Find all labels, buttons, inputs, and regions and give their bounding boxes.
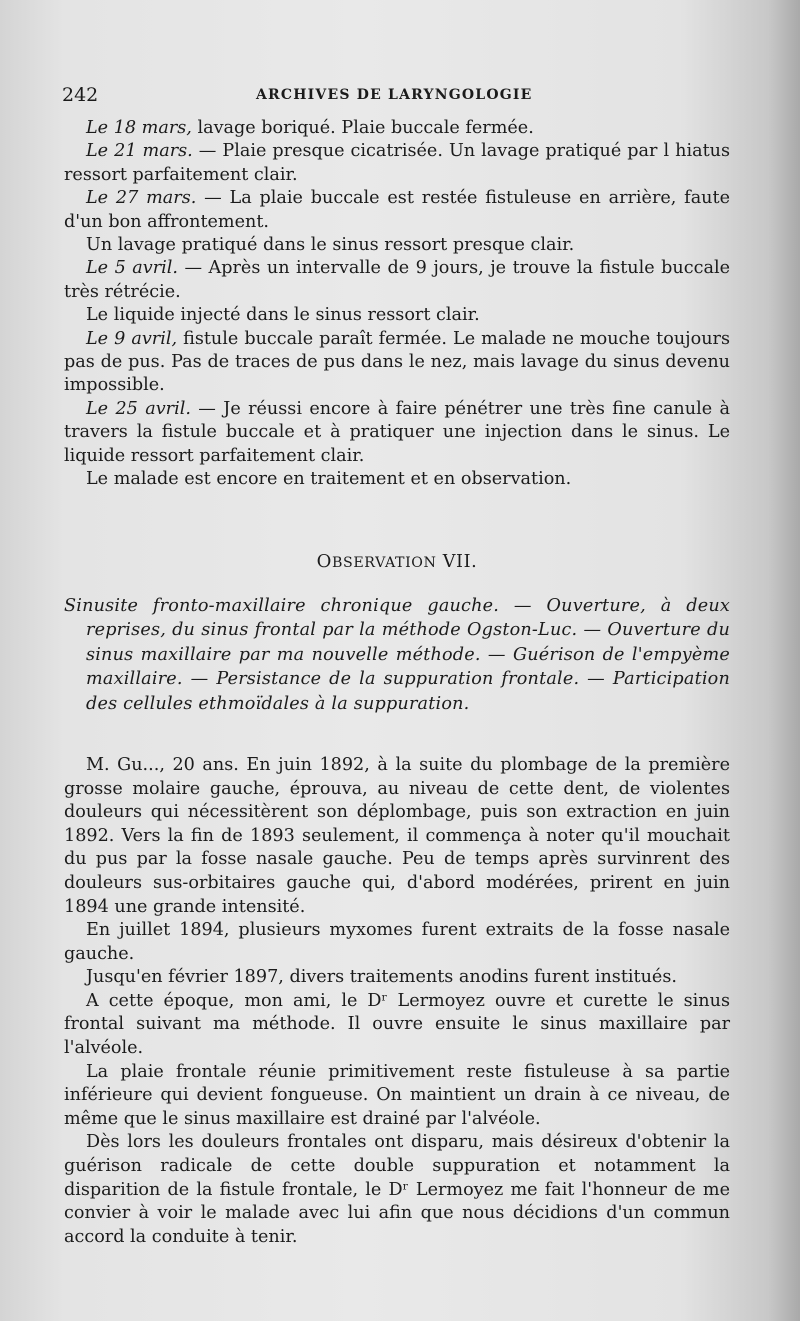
entry-text: — La plaie buccale est restée fistuleuse en arrière, faute d'un bon affrontement. bbox=[64, 188, 730, 232]
observation-summary: Sinusite fronto-maxillaire chronique gauche. — Ouverture, à deux reprises, du sinus frontal par la méthode Ogston-Luc. — Ouverture du sinus maxillaire par ma nouvelle méthode. — Guérison de l'empyème maxillaire. — Persistance de la suppuration frontale. — Participation des cellules ethmoïdales à la suppuration. bbox=[64, 595, 730, 714]
entry-text: lavage boriqué. Plaie buccale fermée. bbox=[191, 118, 534, 138]
entry-paragraph bbox=[64, 328, 730, 398]
entry-text: — Je réussi encore à faire pénétrer une très fine canule à travers la fistule buccale et à pratiquer une injection dans le sinus. Le liquide ressort parfaitement clair. bbox=[64, 398, 730, 466]
entry-text: Le malade est encore en traitement et en observation. bbox=[86, 469, 572, 490]
case-history bbox=[64, 754, 730, 1249]
case-paragraph: En juillet 1894, plusieurs myxomes furent extraits de la fosse nasale gauche. bbox=[64, 920, 730, 964]
observation-heading: OBSERVATION VII. bbox=[316, 550, 478, 572]
entry-date: Le 9 avril, bbox=[86, 328, 178, 349]
entry-date: Le 5 avril. bbox=[86, 258, 178, 279]
entry-text: fistule buccale paraît fermée. Le malade ne mouche toujours pas de pus. Pas de traces de pus dans le nez, mais lavage du sinus devenu impossible. bbox=[64, 328, 730, 396]
entry-paragraph bbox=[64, 117, 730, 140]
entry-text: Le liquide injecté dans le sinus ressort clair. bbox=[86, 305, 480, 326]
case-paragraph: Dès lors les douleurs frontales ont disparu, mais désireux d'obtenir la guérison radicale de cette double suppuration et notamment la disparition de la fistule frontale, le Dʳ Lermoyez me fait l'honneur de me convier à voir le malade avec lui afin que nous décidions d'un commun accord la conduite à tenir. bbox=[64, 1132, 730, 1247]
entry-paragraph bbox=[64, 187, 730, 234]
entry-text: — Après un intervalle de 9 jours, je trouve la fistule buccale très rétrécie. bbox=[64, 258, 730, 302]
entry-paragraph bbox=[64, 304, 730, 327]
body-text bbox=[64, 117, 730, 1249]
entry-text: — Plaie presque cicatrisée. Un lavage pratiqué par l hiatus ressort parfaitement clair. bbox=[64, 141, 731, 185]
entry-paragraph bbox=[64, 257, 730, 304]
entry-paragraph bbox=[64, 468, 730, 491]
case-paragraph: A cette époque, mon ami, le Dʳ Lermoyez ouvre et curette le sinus frontal suivant ma méthode. Il ouvre ensuite le sinus maxillaire par l'alvéole. bbox=[64, 990, 730, 1059]
entry-paragraph bbox=[64, 234, 730, 257]
running-title: ARCHIVES DE LARYNGOLOGIE bbox=[256, 87, 533, 103]
entry-date: Le 27 mars. bbox=[86, 188, 197, 209]
case-paragraph: M. Gu..., 20 ans. En juin 1892, à la suite du plombage de la première grosse molaire gauche, éprouva, au niveau de cette dent, de violentes douleurs qui nécessitèrent son déplombage, puis son extraction en juin 1892. Vers la fin de 1893 seulement, il commença à noter qu'il mouchait du pus par la fosse nasale gauche. Peu de temps après survinrent des douleurs sus-orbitaires gauche qui, d'abord modérées, prirent en juin 1894 une grande intensité. bbox=[64, 754, 730, 917]
entry-date: Le 18 mars, bbox=[86, 118, 192, 138]
entry-date: Le 21 mars. bbox=[86, 141, 193, 162]
entry-text: Un lavage pratiqué dans le sinus ressort presque clair. bbox=[86, 235, 575, 256]
entry-paragraph bbox=[64, 140, 730, 187]
entry-paragraph bbox=[64, 398, 730, 468]
entry-date: Le 25 avril. bbox=[86, 398, 191, 419]
page-header bbox=[62, 84, 740, 110]
case-paragraph: La plaie frontale réunie primitivement reste fistuleuse à sa partie inférieure qui devient fongueuse. On maintient un drain à ce niveau, de même que le sinus maxillaire est drainé par l'alvéole. bbox=[64, 1061, 730, 1129]
page-number: 242 bbox=[62, 84, 99, 106]
case-paragraph: Jusqu'en février 1897, divers traitements anodins furent institués. bbox=[86, 967, 677, 988]
